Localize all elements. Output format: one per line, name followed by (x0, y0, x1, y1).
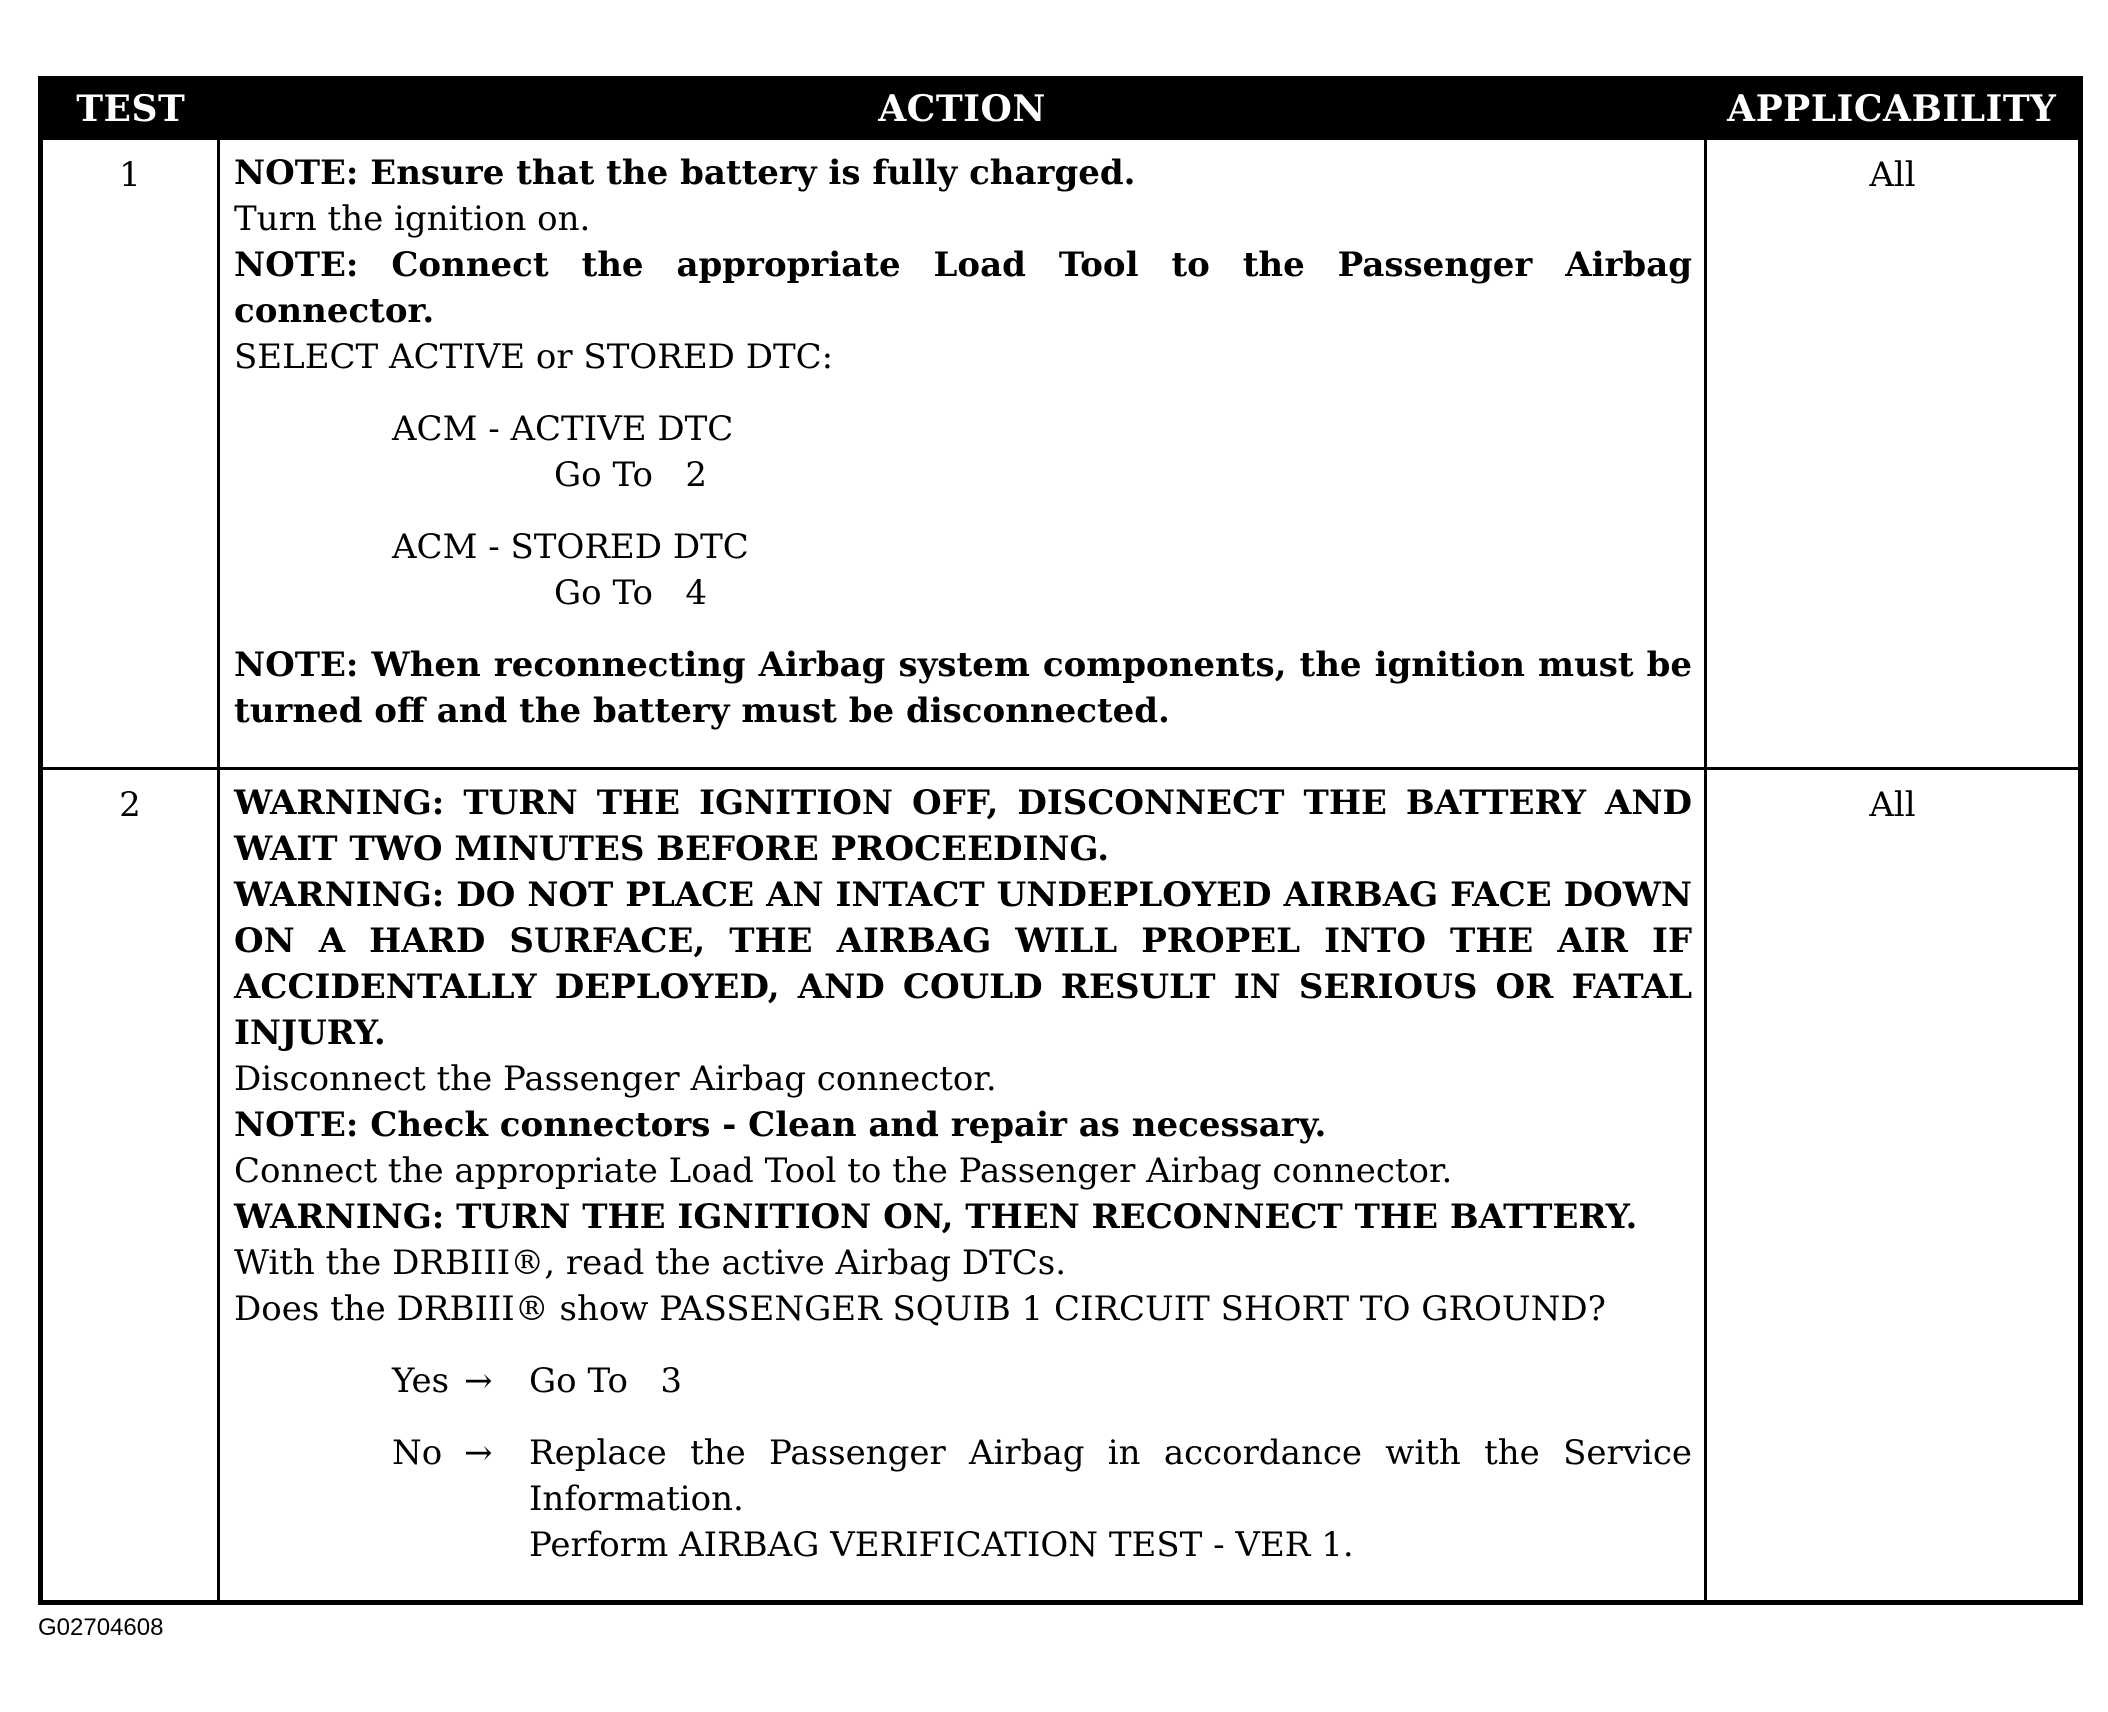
header-action: ACTION (219, 79, 1706, 139)
header-test: TEST (41, 79, 219, 139)
result-yes (234, 1358, 1692, 1404)
result-text (529, 1430, 1692, 1568)
table-row-test-1 (41, 139, 2081, 769)
arrow-icon: → (464, 1433, 493, 1473)
answer-label: Yes (392, 1361, 450, 1401)
action-cell (219, 139, 1706, 769)
note-battery: NOTE: Ensure that the battery is fully charged. (234, 153, 1136, 193)
step-read-dtcs: With the DRBIII®, read the active Airbag DTCs. (234, 1243, 1067, 1283)
warning-ignition-on: WARNING: TURN THE IGNITION ON, THEN RECONNECT THE BATTERY. (234, 1197, 1638, 1237)
goto-link: Go To 2 (554, 455, 707, 495)
select-dtc-prompt: SELECT ACTIVE or STORED DTC: (234, 337, 834, 377)
figure-id: G02704608 (38, 1614, 164, 1641)
option-active-dtc (234, 406, 1692, 498)
arrow-icon: → (464, 1361, 493, 1401)
applicability-value: All (1706, 769, 2081, 1603)
result-text-line: Replace the Passenger Airbag in accordance with the Service Information. (529, 1433, 1692, 1519)
table-row-test-2 (41, 769, 2081, 1603)
step-disconnect: Disconnect the Passenger Airbag connector. (234, 1059, 997, 1099)
applicability-value: All (1706, 139, 2081, 769)
question-squib: Does the DRBIII® show PASSENGER SQUIB 1 CIRCUIT SHORT TO GROUND? (234, 1289, 1606, 1329)
step-ignition-on: Turn the ignition on. (234, 199, 591, 239)
warning-ignition-off: WARNING: TURN THE IGNITION OFF, DISCONNECT THE BATTERY AND WAIT TWO MINUTES BEFORE PROCEEDING. (234, 783, 1692, 869)
result-text: Go To 3 (529, 1361, 682, 1401)
action-cell (219, 769, 1706, 1603)
option-stored-dtc (234, 524, 1692, 616)
option-label: ACM - STORED DTC (392, 527, 749, 567)
header-applicability: APPLICABILITY (1706, 79, 2081, 139)
step-connect-load-tool: Connect the appropriate Load Tool to the Passenger Airbag connector. (234, 1151, 1453, 1191)
option-label: ACM - ACTIVE DTC (392, 409, 734, 449)
test-number: 1 (41, 139, 219, 769)
goto-link: Go To 4 (554, 573, 707, 613)
result-text-line: Perform AIRBAG VERIFICATION TEST - VER 1. (529, 1525, 1354, 1565)
result-no (234, 1430, 1692, 1568)
test-table (38, 76, 2083, 1605)
test-number: 2 (41, 769, 219, 1603)
answer-label: No (392, 1433, 443, 1473)
note-reconnecting: NOTE: When reconnecting Airbag system components, the ignition must be turned off and the battery must be disconnected. (234, 645, 1692, 731)
note-load-tool: NOTE: Connect the appropriate Load Tool to the Passenger Airbag connector. (234, 245, 1692, 331)
table-header (41, 79, 2081, 139)
warning-airbag-face-down: WARNING: DO NOT PLACE AN INTACT UNDEPLOYED AIRBAG FACE DOWN ON A HARD SURFACE, THE AIRBAG WILL PROPEL INTO THE AIR IF ACCIDENTALLY DEPLOYED, AND COULD RESULT IN SERIOUS OR FATAL INJURY. (234, 875, 1692, 1053)
note-check-connectors: NOTE: Check connectors - Clean and repair as necessary. (234, 1105, 1327, 1145)
